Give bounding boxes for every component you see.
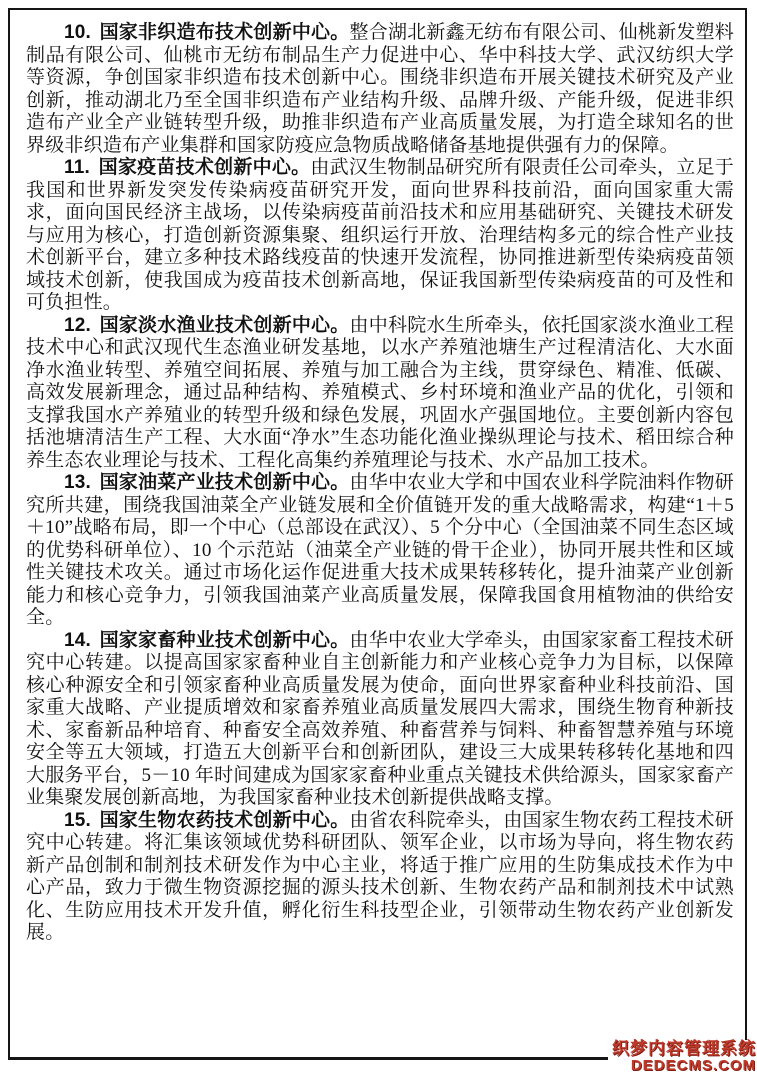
paragraph-10 bbox=[26, 22, 734, 157]
paragraph-title: 国家非织造布技术创新中心。 bbox=[99, 22, 350, 43]
paragraph-12 bbox=[26, 315, 734, 473]
paragraph-13 bbox=[26, 472, 734, 630]
paragraph-11 bbox=[26, 157, 734, 315]
paragraph-number: 12. bbox=[64, 314, 92, 336]
watermark-domain-text: DEDECMS.COM bbox=[630, 1057, 756, 1075]
paragraph-number: 11. bbox=[64, 157, 90, 178]
paragraph-number: 14. bbox=[64, 629, 92, 651]
paragraph-body: 由华中农业大学牵头，由国家家畜工程技术研究中心转建。以提高国家家畜种业自主创新能力和产业核心竞争力为目标，以保障核心种源安全和引领家畜种业高质量发展为使命，面向世界家畜种业科技前沿、国家重大战略、产业提质增效和家畜养殖业高质量发展四大需求，围绕生物育种新技术、家畜新品种培育、种畜安全高效养殖、种畜营养与饲料、种畜智慧养殖与环境安全等五大领域，打造五大创新平台和创新团队，建设三大成果转移转化基地和四大服务平台，5－10 年时间建成为国家家畜种业重点关键技术供给源头，国家家畜产业集聚发展创新高地，为我国家畜种业技术创新提供战略支撑。 bbox=[26, 629, 734, 808]
document-page bbox=[26, 22, 734, 945]
paragraph-title: 国家生物农药技术创新中心。 bbox=[99, 809, 350, 831]
paragraph-title: 国家油菜产业技术创新中心。 bbox=[99, 472, 350, 493]
paragraph-title: 国家家畜种业技术创新中心。 bbox=[99, 629, 350, 651]
paragraph-body: 由武汉生物制品研究所有限责任公司牵头，立足于我国和世界新发突发传染病疫苗研究开发，面向世界科技前沿，面向国家重大需求，面向国民经济主战场，以传染病疫苗前沿技术和应用基础研究、关键技术研发与应用为核心，打造创新资源集聚、组织运行开放、治理结构多元的综合性产业技术创新平台，建立多种技术路线疫苗的快速开发流程，协同推进新型传染病疫苗领域技术创新，使我国成为疫苗技术创新高地，保证我国新型传染病疫苗的可及性和可负担性。 bbox=[26, 157, 735, 313]
paragraph-body: 由华中农业大学和中国农业科学院油料作物研究所共建，围绕我国油菜全产业链发展和全价值链开发的重大战略需求，构建“1＋5＋10”战略布局，即一个中心（总部设在武汉）、5 个分中心（全国油菜不同生态区域的优势科研单位）、10 个示范站（油菜全产业链的骨干企业），协同开展共性和区域性关键技术攻关。通过市场化运作促进重大技术成果转移转化，提升油菜产业创新能力和核心竞争力，引领我国油菜产业高质量发展，保障我国食用植物油的供给安全。 bbox=[26, 472, 734, 628]
paragraph-number: 13. bbox=[64, 472, 92, 493]
paragraph-body: 整合湖北新鑫无纺布有限公司、仙桃新发塑料制品有限公司、仙桃市无纺布制品生产力促进中心、华中科技大学、武汉纺织大学等资源，争创国家非织造布技术创新中心。围绕非织造布开展关键技术研究及产业创新，推动湖北乃至全国非织造布产业结构升级、品牌升级、产能升级，促进非织造布产业全产业链转型升级，助推非织造布产业高质量发展，为打造全球知名的世界级非织造布产业集群和国家防疫应急物质战略储备基地提供强有力的保障。 bbox=[26, 22, 734, 156]
paragraph-number: 10. bbox=[64, 22, 92, 43]
paragraph-number: 15. bbox=[64, 809, 92, 831]
watermark-cn-text: 织梦内容管理系统 bbox=[612, 1039, 756, 1059]
paragraph-title: 国家疫苗技术创新中心。 bbox=[98, 157, 311, 178]
paragraph-15 bbox=[26, 810, 734, 945]
paragraph-14 bbox=[26, 630, 734, 810]
paragraph-title: 国家淡水渔业技术创新中心。 bbox=[99, 314, 350, 336]
dedecms-watermark bbox=[608, 1040, 756, 1074]
paragraph-body: 由中科院水生所牵头，依托国家淡水渔业工程技术中心和武汉现代生态渔业研发基地，以水产养殖池塘生产过程清洁化、大水面净水渔业转型、养殖空间拓展、养殖与加工融合为主线，贯穿绿色、精准、低碳、高效发展新理念，通过品种结构、养殖模式、乡村环境和渔业产品的优化，引领和支撑我国水产养殖业的转型升级和绿色发展，巩固水产强国地位。主要创新内容包括池塘清洁生产工程、大水面“净水”生态功能化渔业操纵理论与技术、稻田综合种养生态农业理论与技术、工程化高集约养殖理论与技术、水产品加工技术。 bbox=[26, 314, 734, 471]
paragraph-body: 由省农科院牵头，由国家生物农药工程技术研究中心转建。将汇集该领域优势科研团队、领军企业，以市场为导向，将生物农药新产品创制和制剂技术研发作为中心主业，将适于推广应用的生防集成技术作为中心产品，致力于微生物资源挖掘的源头技术创新、生物农药产品和制剂技术中试熟化、生防应用技术开发升值，孵化衍生科技型企业，引领带动生物农药产业创新发展。 bbox=[26, 809, 734, 943]
